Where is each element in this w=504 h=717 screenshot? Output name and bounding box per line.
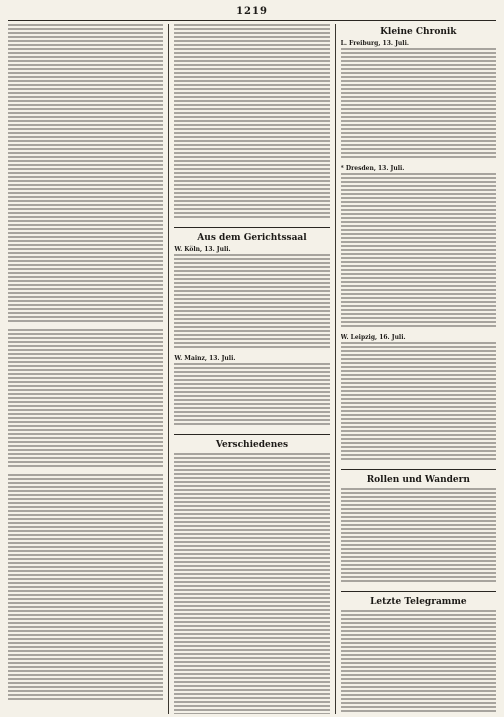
column-divider [168,24,169,714]
article [174,246,329,352]
section-rule [341,591,496,592]
section-heading-rolling: Rollen und Wandern [366,475,470,485]
article-text [341,48,496,160]
article-text [174,254,329,350]
section-heading-chronicle: Kleine Chronik [380,27,457,37]
section-heading-court: Aus dem Gerichtssaal [197,233,307,243]
dateline: W. Mainz, 13. Juli. [174,355,236,362]
article-text [341,610,496,714]
article [174,453,329,714]
columns [8,24,496,714]
article-text [341,342,496,462]
header-rule [8,20,496,21]
article [8,474,163,704]
article [8,329,163,471]
column-3 [341,24,496,714]
dateline: W. Leipzig, 16. Juli. [340,334,406,341]
article-text [174,363,329,427]
article-text [8,474,163,702]
dateline: L. Freiburg, 13. Juli. [340,40,409,47]
section-rule [174,227,329,228]
article [341,165,496,331]
article-text [341,488,496,584]
dateline: W. Köln, 13. Juli. [174,246,231,253]
article [341,40,496,162]
column-2 [174,24,329,714]
page-number: 1219 [236,6,268,17]
column-divider [335,24,336,714]
article-text [174,24,329,220]
article [174,355,329,429]
section-heading-telegrams: Letzte Telegramme [370,597,467,607]
article [174,24,329,222]
section-rule [174,434,329,435]
article [341,334,496,464]
article-text [8,24,163,324]
dateline: * Dresden, 13. Juli. [340,165,405,172]
section-heading-misc: Verschiedenes [215,440,289,450]
article-text [174,453,329,714]
article [341,488,496,586]
section-rule [341,469,496,470]
article-text [8,329,163,469]
article [341,610,496,714]
column-1 [8,24,163,714]
article-text [341,173,496,329]
article [8,24,163,326]
